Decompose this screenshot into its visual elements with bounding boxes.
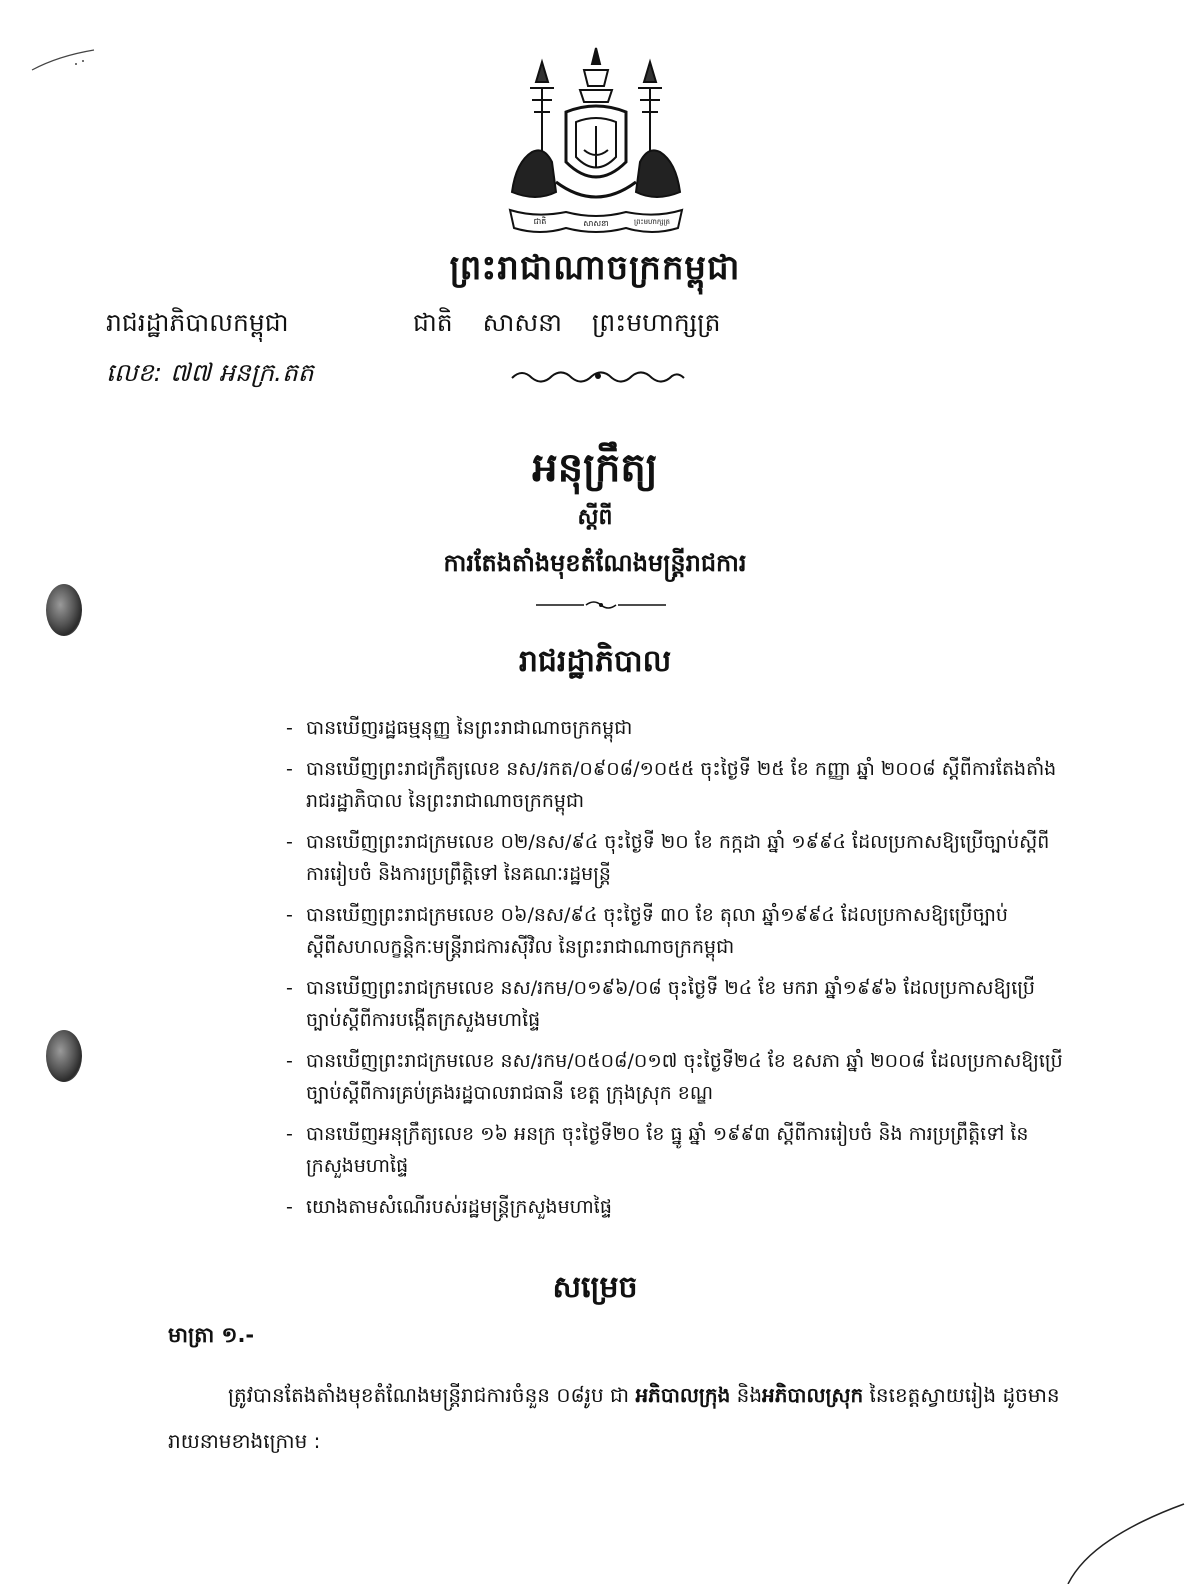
- consideration-item: - បានឃើញអនុក្រឹត្យលេខ ១៦ អនក្រ ចុះថ្ងៃទី២០ ខែ ធ្នូ ឆ្នាំ ១៩៩៣ ស្តីពីការរៀបចំ និង ការប្រព្រឹត្តិទៅ នៃក្រសួងមហាផ្ទៃ: [284, 1118, 1069, 1182]
- decision-heading: សម្រេច: [552, 1270, 638, 1305]
- punch-hole-lower: [46, 1030, 82, 1082]
- article-1-text: ត្រូវបានតែងតាំងមុខតំណែងមន្ត្រីរាជការចំនួន ០៨រូប ជា: [228, 1383, 636, 1407]
- consideration-item: - បានឃើញព្រះរាជក្រមលេខ នស/រកម/០៥០៨/០១៧ ចុះថ្ងៃទី២៤ ខែ ឧសភា ឆ្នាំ ២០០៨ ដែលប្រកាសឱ្យប្រើច្បាប់ស្តីពីការគ្រប់គ្រងរដ្ឋបាលរាជធានី ខេត្ត ក្រុងស្រុក ខណ្ឌ: [284, 1045, 1069, 1109]
- issuing-authority: រាជរដ្ឋាភិបាល: [518, 644, 672, 679]
- emblem-banner-king: ព្រះមហាក្សត្រ: [634, 218, 670, 226]
- article-1-heading: មាត្រា ១.-: [168, 1323, 255, 1347]
- government-name: រាជរដ្ឋាភិបាលកម្ពុជា: [106, 308, 289, 337]
- about-label: ស្តីពី: [577, 505, 613, 530]
- scan-mark: [28, 44, 98, 74]
- consideration-item: - យោងតាមសំណើរបស់រដ្ឋមន្ត្រីក្រសួងមហាផ្ទៃ: [284, 1191, 1069, 1223]
- emblem-banner-nation: ជាតិ: [533, 217, 547, 226]
- pen-stroke-mark: [1060, 1500, 1190, 1584]
- consideration-item: - បានឃើញព្រះរាជក្រឹត្យលេខ នស/រកត/០៩០៨/១០៥៥ ចុះថ្ងៃទី ២៥ ខែ កញ្ញា ឆ្នាំ ២០០៨ ស្តីពីការតែងតាំងរាជរដ្ឋាភិបាល នៃព្រះរាជាណាចក្រកម្ពុជា: [284, 753, 1069, 817]
- document-subject: ការតែងតាំងមុខតំណែងមន្ត្រីរាជការ: [443, 549, 747, 577]
- consideration-item: - បានឃើញព្រះរាជក្រមលេខ ០២/នស/៩៤ ចុះថ្ងៃទី ២០ ខែ កក្កដា ឆ្នាំ ១៩៩៤ ដែលប្រកាសឱ្យប្រើច្បាប់ស្តីពីការរៀបចំ និងការប្រព្រឹត្តិទៅ នៃគណៈរដ្ឋមន្ត្រី: [284, 826, 1069, 890]
- consideration-item: - បានឃើញរដ្ឋធម្មនុញ្ញ នៃព្រះរាជាណាចក្រកម្ពុជា: [284, 712, 1069, 744]
- punch-hole-upper: [46, 584, 82, 636]
- article-1-text: នៃខេត្តស្វាយរៀង ដូចមានរាយនាមខាងក្រោម :: [168, 1383, 1060, 1453]
- document-type-title: អនុក្រឹត្យ: [532, 445, 658, 491]
- article-1-city-governor: អភិបាលក្រុង: [635, 1383, 731, 1407]
- article-1-body: [168, 1372, 1068, 1464]
- consideration-item: - បានឃើញព្រះរាជក្រមលេខ ០៦/នស/៩៤ ចុះថ្ងៃទី ៣០ ខែ តុលា ឆ្នាំ១៩៩៤ ដែលប្រកាសឱ្យប្រើច្បាប់ស្តីពីសហលក្ខន្តិកៈមន្ត្រីរាជការស៊ីវិល នៃព្រះរាជាណាចក្រកម្ពុជា: [284, 899, 1069, 963]
- article-1-district-governor: អភិបាលស្រុក: [762, 1383, 864, 1407]
- reference-number: លេខ: ៧៧ អនក្រ.តត: [106, 358, 314, 387]
- article-1-text: និង: [730, 1383, 763, 1407]
- consideration-item: - បានឃើញព្រះរាជក្រមលេខ នស/រកម/០១៩៦/០៨ ចុះថ្ងៃទី ២៤ ខែ មករា ឆ្នាំ១៩៩៦ ដែលប្រកាសឱ្យប្រើច្បាប់ស្តីពីការបង្កើតក្រសួងមហាផ្ទៃ: [284, 972, 1069, 1036]
- royal-coat-of-arms-emblem: [496, 42, 696, 242]
- considerations-list: [284, 712, 1069, 1232]
- national-motto: ជាតិ សាសនា ព្រះមហាក្សត្រ: [413, 308, 721, 337]
- kingdom-name: ព្រះរាជាណាចក្រកម្ពុជា: [449, 248, 741, 288]
- title-divider-ornament: [536, 599, 666, 611]
- emblem-banner-religion: សាសនា: [583, 219, 609, 228]
- decorative-ornament-divider: [508, 366, 688, 386]
